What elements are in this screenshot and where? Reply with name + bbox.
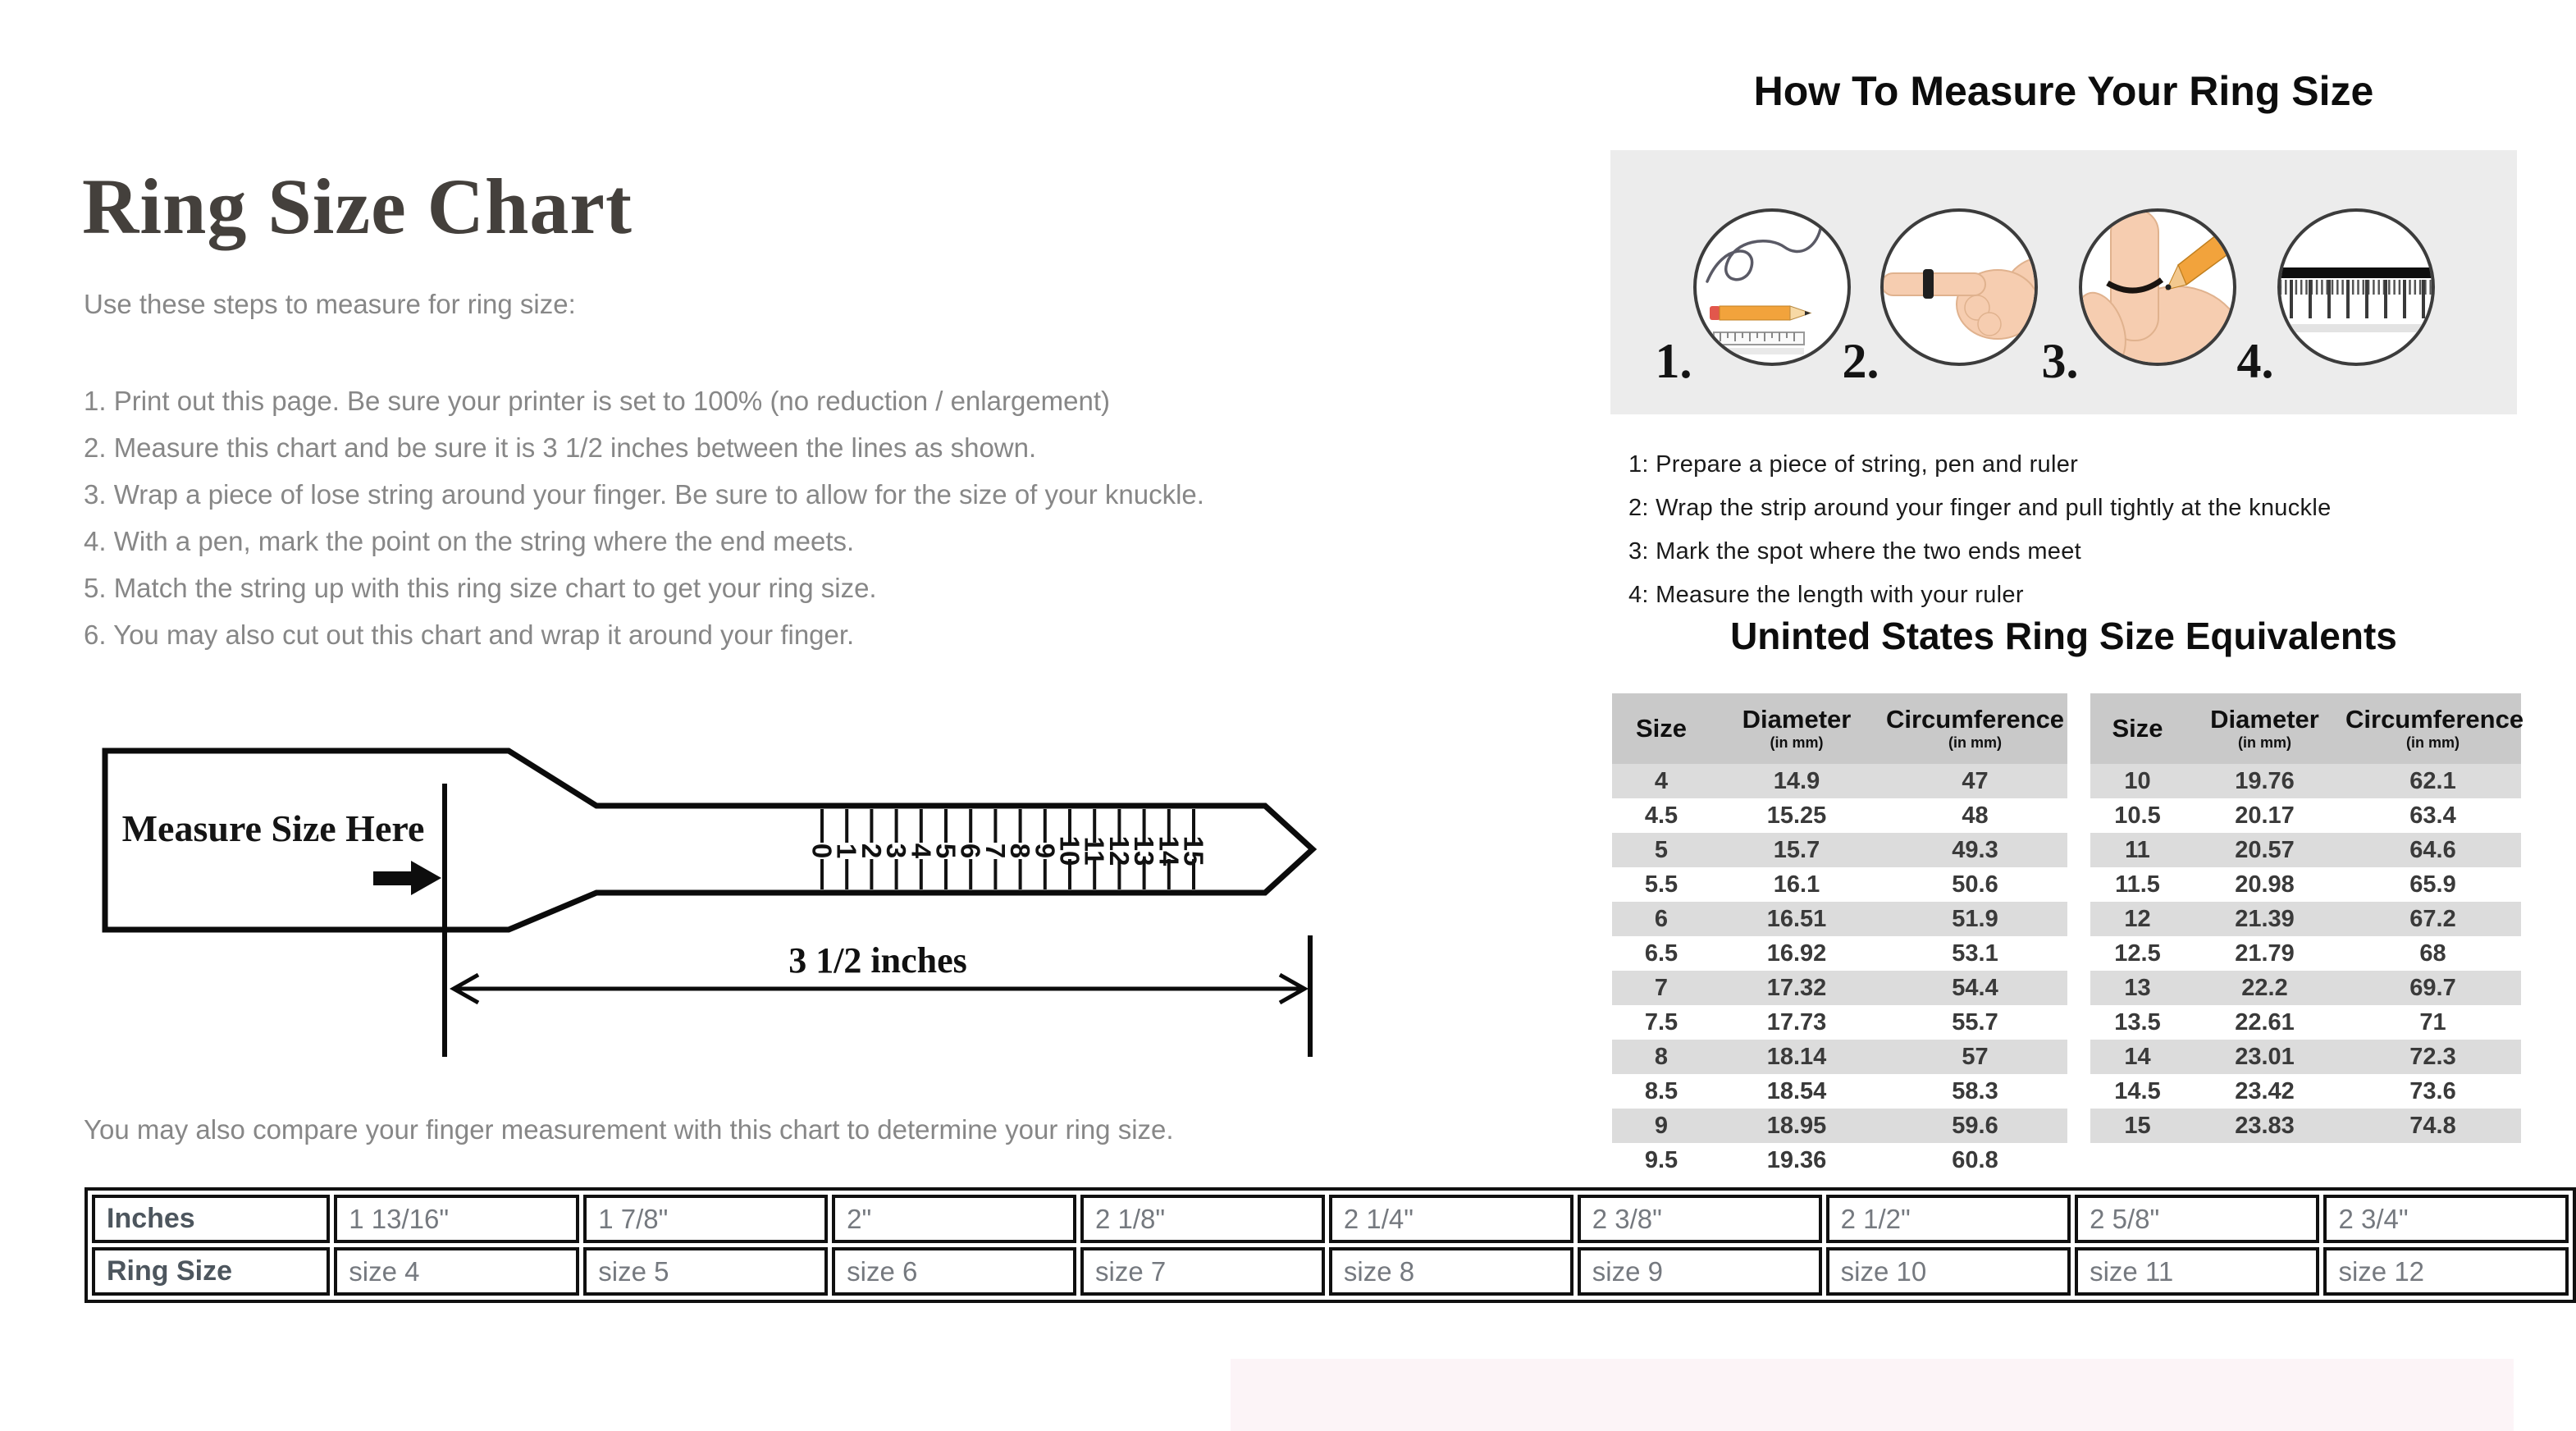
table-row xyxy=(1612,798,2067,833)
table-cell: 65.9 xyxy=(2409,871,2456,898)
table-cell: size 9 xyxy=(1578,1247,1822,1296)
table-cell: size 4 xyxy=(334,1247,579,1296)
column-header-label: Diameter xyxy=(1742,704,1852,734)
table-row xyxy=(1612,764,2067,798)
scale-tick-number: 14 xyxy=(1153,835,1185,866)
table-cell: 2 3/4" xyxy=(2323,1195,2569,1243)
scale-tick-number: 6 xyxy=(955,843,986,859)
measure-size-here-label: Measure Size Here xyxy=(121,807,425,849)
table-cell: 69.7 xyxy=(2345,971,2521,1005)
table-cell: size 7 xyxy=(1080,1247,1325,1296)
table-row xyxy=(2090,1040,2521,1074)
illustration-step-number: 3. xyxy=(2041,334,2079,388)
table-cell: 20.98 xyxy=(2235,871,2295,898)
table-cell: 16.92 xyxy=(1766,940,1827,967)
table-cell: 64.6 xyxy=(2345,833,2521,867)
scale-tick-number: 1 xyxy=(831,843,862,859)
scale-tick-number: 12 xyxy=(1103,835,1135,866)
table-cell: 2 3/8" xyxy=(1578,1195,1822,1243)
scale-tick-number: 13 xyxy=(1129,835,1160,866)
table-cell: 62.1 xyxy=(2345,764,2521,798)
table-cell: 22.2 xyxy=(2185,971,2345,1005)
how-to-illustration xyxy=(1610,150,2517,414)
step-item: 5. Match the string up with this ring size chart to get your ring size. xyxy=(84,573,877,603)
table-cell: 47 xyxy=(1883,764,2067,798)
column-header-unit: (in mm) xyxy=(1948,734,2002,752)
scale-tick-number: 0 xyxy=(806,843,838,859)
table-cell: 2 1/8" xyxy=(1080,1195,1325,1243)
table-cell: 5 xyxy=(1612,833,1710,867)
scale-tick-number: 7 xyxy=(980,843,1011,859)
table-cell: 59.6 xyxy=(1883,1109,2067,1143)
table-cell: 67.2 xyxy=(2345,902,2521,936)
table-cell: 51.9 xyxy=(1883,902,2067,936)
table-cell: 9 xyxy=(1612,1109,1710,1143)
row-header-ring-size: Ring Size xyxy=(92,1247,330,1296)
table-row xyxy=(2090,798,2521,833)
table-cell: 23.42 xyxy=(2235,1077,2295,1104)
table-cell: 13.5 xyxy=(2114,1008,2161,1036)
how-to-illustration-box xyxy=(1610,150,2517,414)
table-cell xyxy=(2090,1143,2185,1177)
table-cell: 4.5 xyxy=(1644,802,1679,829)
table-row xyxy=(2090,902,2521,936)
table-cell: size 11 xyxy=(2075,1247,2319,1296)
table-row xyxy=(2090,1109,2521,1143)
compare-note: You may also compare your finger measurement with this chart to determine your ring size. xyxy=(84,1114,1174,1145)
step-item: 2. Measure this chart and be sure it is 3 1/2 inches between the lines as shown. xyxy=(84,432,1037,463)
column-header-label: Diameter xyxy=(2210,704,2319,734)
table-cell: 6 xyxy=(1612,902,1710,936)
step-item: 4. With a pen, mark the point on the string where the end meets. xyxy=(84,526,855,556)
table-cell: 20.17 xyxy=(2235,802,2295,829)
table-cell: size 12 xyxy=(2323,1247,2569,1296)
table-cell: 21.79 xyxy=(2235,940,2295,967)
table-cell: 4 xyxy=(1612,764,1710,798)
how-to-measure-title: How To Measure Your Ring Size xyxy=(1753,68,2374,114)
table-row xyxy=(1612,1005,2067,1040)
table-cell: 2" xyxy=(832,1195,1076,1243)
column-header-unit: (in mm) xyxy=(2238,734,2291,752)
table-cell: 12.5 xyxy=(2114,940,2161,967)
table-cell: 19.76 xyxy=(2185,764,2345,798)
table-row-ring-size xyxy=(92,1247,2569,1296)
size-table-left xyxy=(1612,693,2067,1177)
table-cell: 17.73 xyxy=(1766,1008,1827,1036)
scale-tick-number: 15 xyxy=(1178,835,1209,866)
table-cell: size 10 xyxy=(1826,1247,2071,1296)
table-cell: 58.3 xyxy=(1952,1077,1998,1104)
table-cell: 16.1 xyxy=(1773,871,1820,898)
table-cell: 7 xyxy=(1612,971,1710,1005)
table-row xyxy=(2090,1074,2521,1109)
table-row xyxy=(1612,936,2067,971)
instruction-item: 4: Measure the length with your ruler xyxy=(1628,582,2024,608)
instruction-item: 3: Mark the spot where the two ends meet xyxy=(1628,538,2081,565)
table-row xyxy=(2090,867,2521,902)
page-title: Ring Size Chart xyxy=(82,162,633,250)
table-cell: 60.8 xyxy=(1952,1146,1998,1173)
illustration-step-number: 2. xyxy=(1842,334,1879,388)
table-cell: 13 xyxy=(2090,971,2185,1005)
table-cell: 2 1/2" xyxy=(1826,1195,2071,1243)
table-cell: 57 xyxy=(1883,1040,2067,1074)
table-row xyxy=(2090,1005,2521,1040)
table-cell: 55.7 xyxy=(1952,1008,1998,1036)
table-cell: 20.57 xyxy=(2185,833,2345,867)
table-cell: 48 xyxy=(1962,802,1989,829)
table-cell: size 6 xyxy=(832,1247,1076,1296)
table-cell: 12 xyxy=(2090,902,2185,936)
table-row xyxy=(2090,936,2521,971)
table-cell: 11 xyxy=(2090,833,2185,867)
table-cell: 49.3 xyxy=(1883,833,2067,867)
table-cell: 63.4 xyxy=(2409,802,2456,829)
table-row xyxy=(1612,971,2067,1005)
table-row xyxy=(1612,1040,2067,1074)
measurement-label: 3 1/2 inches xyxy=(788,940,967,981)
table-cell: 74.8 xyxy=(2345,1109,2521,1143)
table-cell xyxy=(2185,1143,2345,1177)
step-item: 6. You may also cut out this chart and wrap it around your finger. xyxy=(84,619,855,650)
column-header-diameter xyxy=(1710,693,1883,764)
us-ring-size-equivalents-title: Uninted States Ring Size Equivalents xyxy=(1730,615,2397,657)
table-cell: 50.6 xyxy=(1952,871,1998,898)
table-row xyxy=(1612,1109,2067,1143)
table-row-inches xyxy=(92,1195,2569,1243)
table-header-row xyxy=(2090,693,2521,764)
table-cell: 18.14 xyxy=(1710,1040,1883,1074)
column-header-circumference xyxy=(2345,693,2524,764)
table-cell: 54.4 xyxy=(1883,971,2067,1005)
table-cell: 9.5 xyxy=(1644,1146,1679,1173)
column-header-unit: (in mm) xyxy=(1770,734,1824,752)
table-cell: 8.5 xyxy=(1644,1077,1679,1104)
table-cell: 15.25 xyxy=(1766,802,1827,829)
table-cell: size 5 xyxy=(583,1247,828,1296)
scale-tick-number: 11 xyxy=(1079,836,1110,866)
scale-tick-number: 2 xyxy=(856,843,887,859)
table-cell: 14.9 xyxy=(1710,764,1883,798)
table-cell: 2 1/4" xyxy=(1329,1195,1573,1243)
table-cell xyxy=(2345,1143,2521,1177)
table-row xyxy=(2090,971,2521,1005)
row-header-inches: Inches xyxy=(92,1195,330,1243)
table-cell: 16.51 xyxy=(1710,902,1883,936)
column-header-unit: (in mm) xyxy=(2406,734,2460,752)
table-cell: 17.32 xyxy=(1710,971,1883,1005)
table-cell: 15.7 xyxy=(1710,833,1883,867)
pink-background-strip xyxy=(1231,1359,2514,1431)
table-cell: 6.5 xyxy=(1644,940,1679,967)
table-cell: 7.5 xyxy=(1644,1008,1679,1036)
table-cell: 18.54 xyxy=(1766,1077,1827,1104)
table-cell: 11.5 xyxy=(2115,871,2160,898)
column-header-diameter xyxy=(2185,693,2345,764)
size-table-right xyxy=(2090,693,2524,1177)
table-cell: 23.01 xyxy=(2185,1040,2345,1074)
table-cell: 73.6 xyxy=(2409,1077,2456,1104)
scale-tick-number: 9 xyxy=(1030,843,1061,859)
table-cell: 5.5 xyxy=(1644,871,1679,898)
illustration-step-number: 4. xyxy=(2236,334,2274,388)
column-header-label: Circumference xyxy=(2345,704,2524,734)
scale-tick-number: 8 xyxy=(1005,843,1036,859)
table-row xyxy=(1612,902,2067,936)
table-cell: size 8 xyxy=(1329,1247,1573,1296)
column-header-size: Size xyxy=(1612,693,1710,764)
column-header-label: Circumference xyxy=(1885,704,2065,734)
table-header-row xyxy=(1612,693,2067,764)
us-ring-size-tables xyxy=(1612,693,2524,1177)
table-cell: 18.95 xyxy=(1710,1109,1883,1143)
scale-tick-number: 4 xyxy=(906,843,937,859)
table-cell: 14.5 xyxy=(2114,1077,2161,1104)
step-item: 3. Wrap a piece of lose string around your finger. Be sure to allow for the size of your knuckle. xyxy=(84,479,1204,510)
scale-tick-number: 5 xyxy=(930,843,961,859)
table-row xyxy=(1612,867,2067,902)
table-cell: 21.39 xyxy=(2185,902,2345,936)
finger-measurement-table xyxy=(84,1187,2576,1303)
column-header-circumference xyxy=(1883,693,2067,764)
table-cell: 71 xyxy=(2419,1008,2446,1036)
table-row xyxy=(2090,833,2521,867)
table-cell: 14 xyxy=(2090,1040,2185,1074)
table-cell: 1 7/8" xyxy=(583,1195,828,1243)
illustration-step-number: 1. xyxy=(1655,334,1692,388)
table-cell: 23.83 xyxy=(2185,1109,2345,1143)
table-cell: 72.3 xyxy=(2345,1040,2521,1074)
scale-tick-number: 10 xyxy=(1054,835,1085,866)
table-cell: 10.5 xyxy=(2114,802,2161,829)
table-cell: 8 xyxy=(1612,1040,1710,1074)
table-cell: 19.36 xyxy=(1766,1146,1827,1173)
table-row xyxy=(1612,833,2067,867)
table-cell: 22.61 xyxy=(2235,1008,2295,1036)
table-body xyxy=(2090,764,2521,1177)
table-cell: 2 5/8" xyxy=(2075,1195,2319,1243)
measure-steps-list xyxy=(84,377,1204,658)
scale-tick-number: 3 xyxy=(881,843,912,859)
how-to-instructions-list xyxy=(1628,443,2332,617)
step-item: 1. Print out this page. Be sure your printer is set to 100% (no reduction / enlargement) xyxy=(84,386,1111,416)
table-row xyxy=(1612,1074,2067,1109)
instruction-item: 1: Prepare a piece of string, pen and ruler xyxy=(1628,451,2079,478)
column-header-size: Size xyxy=(2090,693,2185,764)
intro-text: Use these steps to measure for ring size: xyxy=(84,289,576,319)
table-body xyxy=(1612,764,2067,1177)
table-row xyxy=(2090,764,2521,798)
table-cell: 10 xyxy=(2090,764,2185,798)
table-cell: 15 xyxy=(2090,1109,2185,1143)
table-cell: 53.1 xyxy=(1952,940,1998,967)
instruction-item: 2: Wrap the strip around your finger and pull tightly at the knuckle xyxy=(1628,495,2332,521)
table-row xyxy=(1612,1143,2067,1177)
table-cell: 1 13/16" xyxy=(334,1195,579,1243)
table-cell: 68 xyxy=(2419,940,2446,967)
ring-sizer-diagram xyxy=(86,738,1325,1083)
table-row xyxy=(2090,1143,2521,1177)
